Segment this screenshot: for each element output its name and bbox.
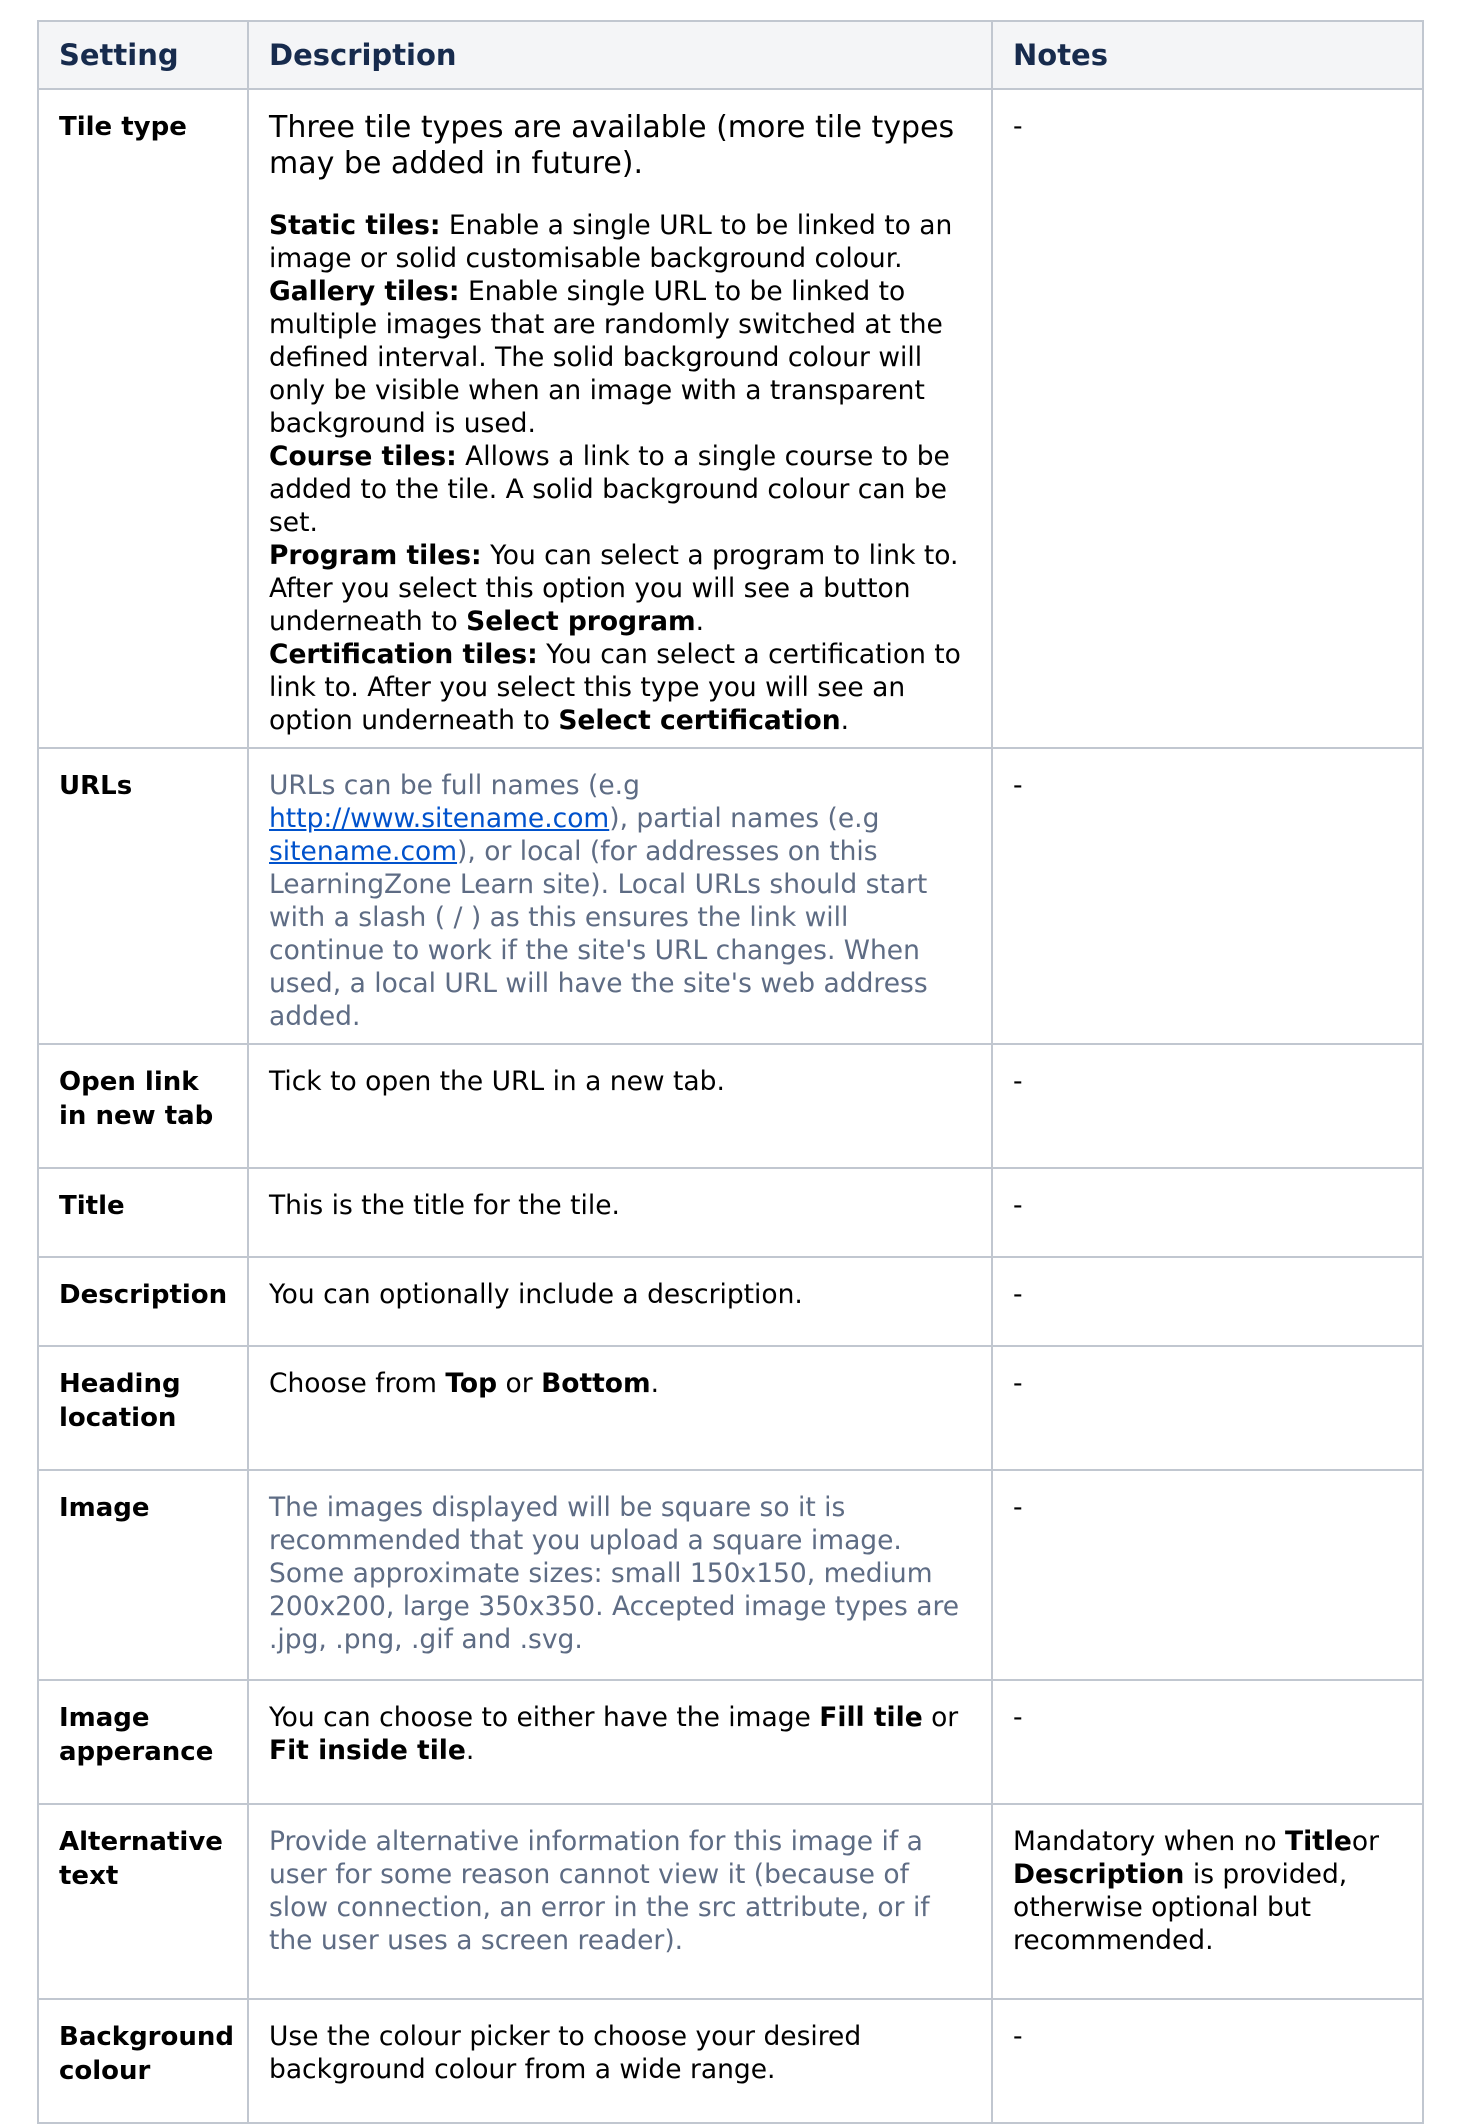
alt-notes-text-1: Mandatory when no (1013, 1826, 1285, 1857)
notes-cell: - (992, 1346, 1423, 1470)
certification-tiles-desc: You can select a certification to link to. After you select this type you will see an option underneath to (269, 639, 961, 736)
course-tiles-text (269, 440, 971, 539)
notes-cell: - (992, 1999, 1423, 2123)
notes-cell: - (992, 1044, 1423, 1168)
full-url-link[interactable]: http://www.sitename.com (269, 803, 610, 834)
partial-url-link[interactable]: sitename.com (269, 836, 458, 867)
description-cell: Provide alternative information for this image if a user for some reason cannot view it (because of slow connection, an error in the src attribute, or if the user uses a screen reader). (248, 1804, 992, 1999)
select-certification-label: Select certification (558, 705, 841, 736)
appearance-text-3: . (465, 1735, 475, 1766)
table-row (38, 1470, 1423, 1680)
program-end: . (695, 606, 705, 637)
description-cell: Use the colour picker to choose your desired background colour from a wide range. (248, 1999, 992, 2123)
notes-cell (992, 1804, 1423, 1999)
urls-text-1: URLs can be full names (e.g (269, 770, 640, 801)
static-tiles-text (269, 209, 971, 275)
heading-text-3: . (650, 1368, 660, 1399)
setting-cell: Background colour (38, 1999, 248, 2123)
description-cell: You can optionally include a description. (248, 1257, 992, 1346)
setting-cell: Alternative text (38, 1804, 248, 1999)
setting-cell: Open link in new tab (38, 1044, 248, 1168)
urls-text-2: ), partial names (e.g (609, 803, 880, 834)
header-setting: Setting (38, 21, 248, 89)
table-row (38, 1044, 1423, 1168)
alt-notes-description: Description (1013, 1859, 1185, 1890)
header-notes: Notes (992, 21, 1423, 89)
urls-text-3: ), or local (for addresses on this LearningZone Learn site). Local URLs should start with a slash ( / ) as this ensures the link will continue to work if the site's URL changes. When used, a local URL will have the site's web address added. (269, 836, 928, 1032)
table-row (38, 1168, 1423, 1257)
description-cell (248, 1346, 992, 1470)
cert-end: . (840, 705, 850, 736)
table-row (38, 1257, 1423, 1346)
setting-cell: Title (38, 1168, 248, 1257)
bottom-option: Bottom (541, 1368, 651, 1399)
fill-tile-option: Fill tile (819, 1702, 923, 1733)
setting-cell: Description (38, 1257, 248, 1346)
table-row (38, 1999, 1423, 2123)
description-cell: This is the title for the tile. (248, 1168, 992, 1257)
program-tiles-label: Program tiles: (269, 540, 482, 571)
description-cell (248, 1680, 992, 1804)
description-cell: Tick to open the URL in a new tab. (248, 1044, 992, 1168)
description-cell (248, 748, 992, 1044)
appearance-text-2: or (922, 1702, 959, 1733)
appearance-text-1: You can choose to either have the image (269, 1702, 820, 1733)
settings-table (37, 20, 1424, 2124)
tile-type-intro: Three tile types are available (more tile types may be added in future). (269, 110, 955, 181)
course-tiles-label: Course tiles: (269, 441, 457, 472)
setting-cell: Image (38, 1470, 248, 1680)
header-description: Description (248, 21, 992, 89)
table-row (38, 1804, 1423, 1999)
setting-cell: URLs (38, 748, 248, 1044)
static-tiles-desc: Enable a single URL to be linked to an image or solid customisable background colour. (269, 210, 953, 274)
heading-text-1: Choose from (269, 1368, 446, 1399)
certification-tiles-text (269, 638, 971, 737)
description-cell: The images displayed will be square so it is recommended that you upload a square image. Some approximate sizes: small 150x150, medium 200x200, large 350x350. Accepted image types are .jpg, .png, .gif and .svg. (248, 1470, 992, 1680)
table-row (38, 1346, 1423, 1470)
course-tiles-desc: Allows a link to a single course to be added to the tile. A solid background colour can be set. (269, 441, 950, 538)
program-tiles-text (269, 539, 971, 638)
gallery-tiles-label: Gallery tiles: (269, 276, 460, 307)
table-row (38, 89, 1423, 748)
alt-notes-title: Title (1285, 1826, 1352, 1857)
certification-tiles-label: Certification tiles: (269, 639, 538, 670)
setting-cell: Heading location (38, 1346, 248, 1470)
notes-cell: - (992, 1680, 1423, 1804)
fit-inside-tile-option: Fit inside tile (269, 1735, 466, 1766)
top-option: Top (445, 1368, 498, 1399)
gallery-tiles-text (269, 275, 971, 440)
header-row (38, 21, 1423, 89)
static-tiles-label: Static tiles: (269, 210, 441, 241)
setting-cell: Tile type (38, 89, 248, 748)
notes-cell: - (992, 1470, 1423, 1680)
notes-cell: - (992, 89, 1423, 748)
notes-cell: - (992, 748, 1423, 1044)
heading-text-2: or (497, 1368, 542, 1399)
table-row (38, 1680, 1423, 1804)
alt-notes-text-3: is provided, otherwise optional but recommended. (1013, 1859, 1348, 1956)
select-program-label: Select program (466, 606, 696, 637)
setting-cell: Image apperance (38, 1680, 248, 1804)
table-row (38, 748, 1423, 1044)
alt-notes-text-2: or (1351, 1826, 1379, 1857)
notes-cell: - (992, 1257, 1423, 1346)
gallery-tiles-desc: Enable single URL to be linked to multiple images that are randomly switched at the defined interval. The solid background colour will only be visible when an image with a transparent background is used. (269, 276, 943, 439)
description-cell (248, 89, 992, 748)
notes-cell: - (992, 1168, 1423, 1257)
program-tiles-desc: You can select a program to link to. After you select this option you will see a button underneath to (269, 540, 959, 637)
